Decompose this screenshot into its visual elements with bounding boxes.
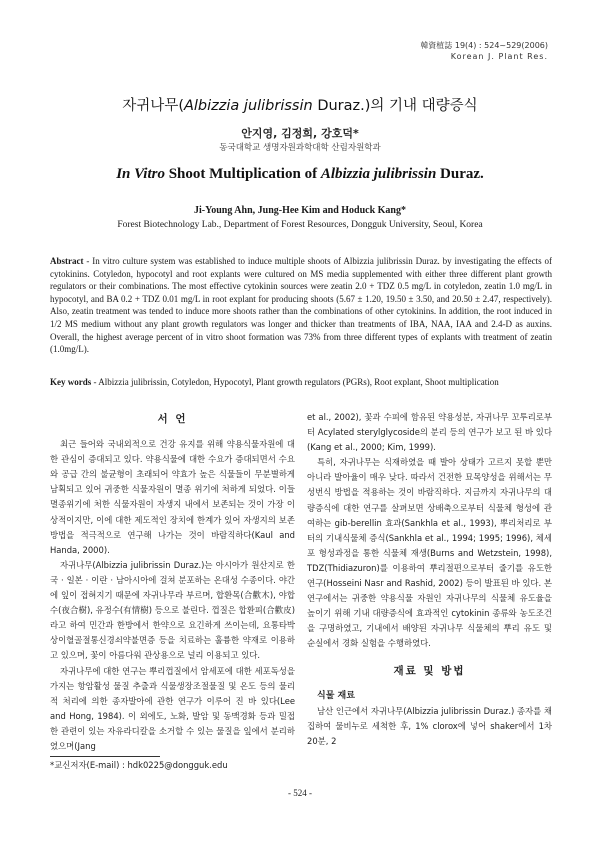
- keywords-text: - Albizzia julibrissin, Cotyledon, Hypocotyl, Plant growth regulators (PGRs), Root explant, Shoot multiplication: [91, 377, 499, 387]
- affiliation-english: Forest Biotechnology Lab., Department of Forest Resources, Dongguk University, Seoul, Korea: [117, 220, 483, 230]
- authors-english: Ji-Young Ahn, Jung-Hee Kim and Hoduck Kang*: [194, 205, 406, 216]
- abstract: [50, 255, 552, 356]
- intro-paragraph-2: 자귀나무(Albizzia julibrissin Duraz.)는 아시아가 원산지로 한국 · 일본 · 이란 · 남아시아에 걸쳐 분포하는 온대성 수종이다. 야간에 잎이 접혀지기 때문에 자귀나무라 부르며, 합환목(合歡木), 야합수(夜合樹), 유정수(有情樹) 등으로 불린다. 껍질은 합환피(合歡皮)라고 하여 민간과 한방에서 한약으로 요긴하게 쓰이는데, 요통타박상이혈골절통신경쇠약불면증 등을 치료하는 훌륭한 약재로 이용하고 있으며, 꽃이 아름다워 관상용으로 널리 이용되고 있다.: [50, 559, 295, 661]
- affiliation-korean: 동국대학교 생명자원과학대학 산림자원학과: [219, 143, 381, 153]
- page-number: - 524 -: [288, 788, 312, 798]
- journal-reference: [420, 40, 548, 62]
- keywords-label: Key words: [50, 377, 92, 387]
- intro-paragraph-4: et al., 2002), 꽃과 수피에 함유된 약용성분, 자귀나무 꼬투리로부터 Acylated sterylglycoside의 분리 등의 연구가 보고 된 바 있다(Kang et al., 2000; Kim, 1999).: [307, 412, 552, 453]
- intro-paragraph-1: 최근 들어와 국내외적으로 건강 유지를 위해 약용식물자원에 대한 관심이 증대되고 있다. 약용식물에 대한 수요가 증대되면서 수요와 공급 간의 불균형이 초래되어 약효가 높은 식물들이 무분별하게 남획되고 있어 귀중한 식물자원이 멸종 위기에 처하게 되었다. 이들 멸종위기에 처한 식물자원이 자생지 내에서 보존되는 것이 가장 이상적이지만, 이에 대한 제도적인 장치에 한계가 있어 자생지의 보존 방법을 적극적으로 연구해 나가는 것이 바람직하다(Kaul and Handa, 2000).: [50, 439, 295, 555]
- footnote-divider: [50, 756, 160, 757]
- title-ko-species: Albizzia julibrissin: [183, 98, 313, 114]
- section-title-methods: 재료 및 방법: [393, 664, 466, 677]
- title-ko-prefix: 자귀나무(: [122, 98, 184, 114]
- section-title-introduction: 서 언: [157, 413, 188, 425]
- subsection-title-plant-material: 식물 재료: [317, 690, 355, 701]
- title-en-species: Albizzia julibrissin: [320, 166, 437, 182]
- corresponding-author-footnote: *교신저자(E-mail) : hdk0225@dongguk.edu: [50, 760, 228, 770]
- title-en-invitro: In Vitro: [116, 166, 165, 182]
- journal-citation: 韓資植誌 19(4) : 524~529(2006): [420, 41, 548, 50]
- abstract-text: - In vitro culture system was established to induce multiple shoots of Albizzia julibrissin Duraz. by investigating the effects of cytokinins. Cotyledon, hypocotyl and root explants were cultured on MS media supplemented with either three different plant growth regulators or their combinations. The most effective cytokinin sources were zeatin 2.0 + TDZ 0.5 mg/L in cotyledon, zeatin 1.0 mg/L in hypocotyl, and BA 0.2 + TDZ 0.01 mg/L in root explant for producing shoots (5.67 ± 1.20, 19.50 ± 3.50, and 20.50 ± 2.47, respectively). Also, zeatin treatment was tended to induce more shoots rather than the combinations of other cytokinins. In addition, the root induced in 1/2 MS medium without any plant growth regulators was longer and thicker than treatments of IBA, NAA, IAA and 2.4-D as auxins. Overall, the highest average percent of in vitro shoot formation was 73% from three different types of explants with treatment of zeatin (1.0mg/L).: [50, 256, 552, 355]
- title-en-middle: Shoot Multiplication of: [164, 166, 321, 182]
- intro-paragraph-5: 특히, 자귀나무는 식재하였을 때 발아 상태가 고르지 못할 뿐만 아니라 발아율이 매우 낮다. 따라서 건전한 묘목양성을 위해서는 무성번식 방법을 적용하는 것이 바람직하다. 지금까지 자귀나무의 대량증식에 대한 연구를 살펴보면 상배축으로부터 식물체 형성에 관여하는 gib-berellin 효과(Sankhla et al., 1993), 뿌리처리로 부터의 기내식물체 증식(Sankhla et al., 1994; 1995; 1996), 체세포 형성과정을 통한 식물체 재생(Burns and Wetzstein, 1998), TDZ(Thidiazuron)를 이용하여 뿌리절편으로부터 줄기를 유도한 연구(Hosseini Nasr and Rashid, 2002) 등이 발표된 바 있다. 본 연구에서는 귀중한 약용식물 자원인 자귀나무의 식물체 유도율을 높이기 위해 기내 대량증식에 효과적인 cytokinin 종류와 농도조건을 구명하였고, 기내에서 배양된 자귀나무 식물체의 뿌리 유도 및 순실에서 경화 실험을 수행하였다.: [307, 457, 552, 649]
- title-en-suffix: Duraz.: [436, 166, 484, 182]
- right-column: [307, 410, 552, 749]
- methods-paragraph-1: 남산 인근에서 자귀나무(Albizzia julibrissin Duraz.) 종자를 채집하여 물비누로 세척한 후, 1% clorox에 넣어 shaker에서 1차 20분, 2: [307, 705, 552, 746]
- left-column: [50, 410, 295, 754]
- intro-paragraph-3: 자귀나무에 대한 연구는 뿌리껍질에서 암세포에 대한 세포독성을 가지는 항암활성 물질 추출과 식물생장조절물질 및 온도 등의 물리적 처리에 의한 종자발아에 관한 연구가 이루어 진 바 있다(Lee and Hong, 1984). 이 외에도, 노화, 발암 및 동맥경화 등과 밀접한 관련이 있는 자유라디칼을 소거할 수 있는 물질을 잎에서 분리하였으며(Jang: [50, 665, 295, 751]
- authors-korean: 안지영, 김정희, 강호덕*: [241, 127, 359, 140]
- title-korean: [0, 94, 600, 115]
- abstract-label: Abstract: [50, 256, 84, 266]
- title-ko-suffix: Duraz.)의 기내 대량증식: [312, 98, 478, 114]
- keywords: [50, 376, 552, 388]
- journal-name: Korean J. Plant Res.: [450, 52, 548, 61]
- title-english: [0, 166, 600, 183]
